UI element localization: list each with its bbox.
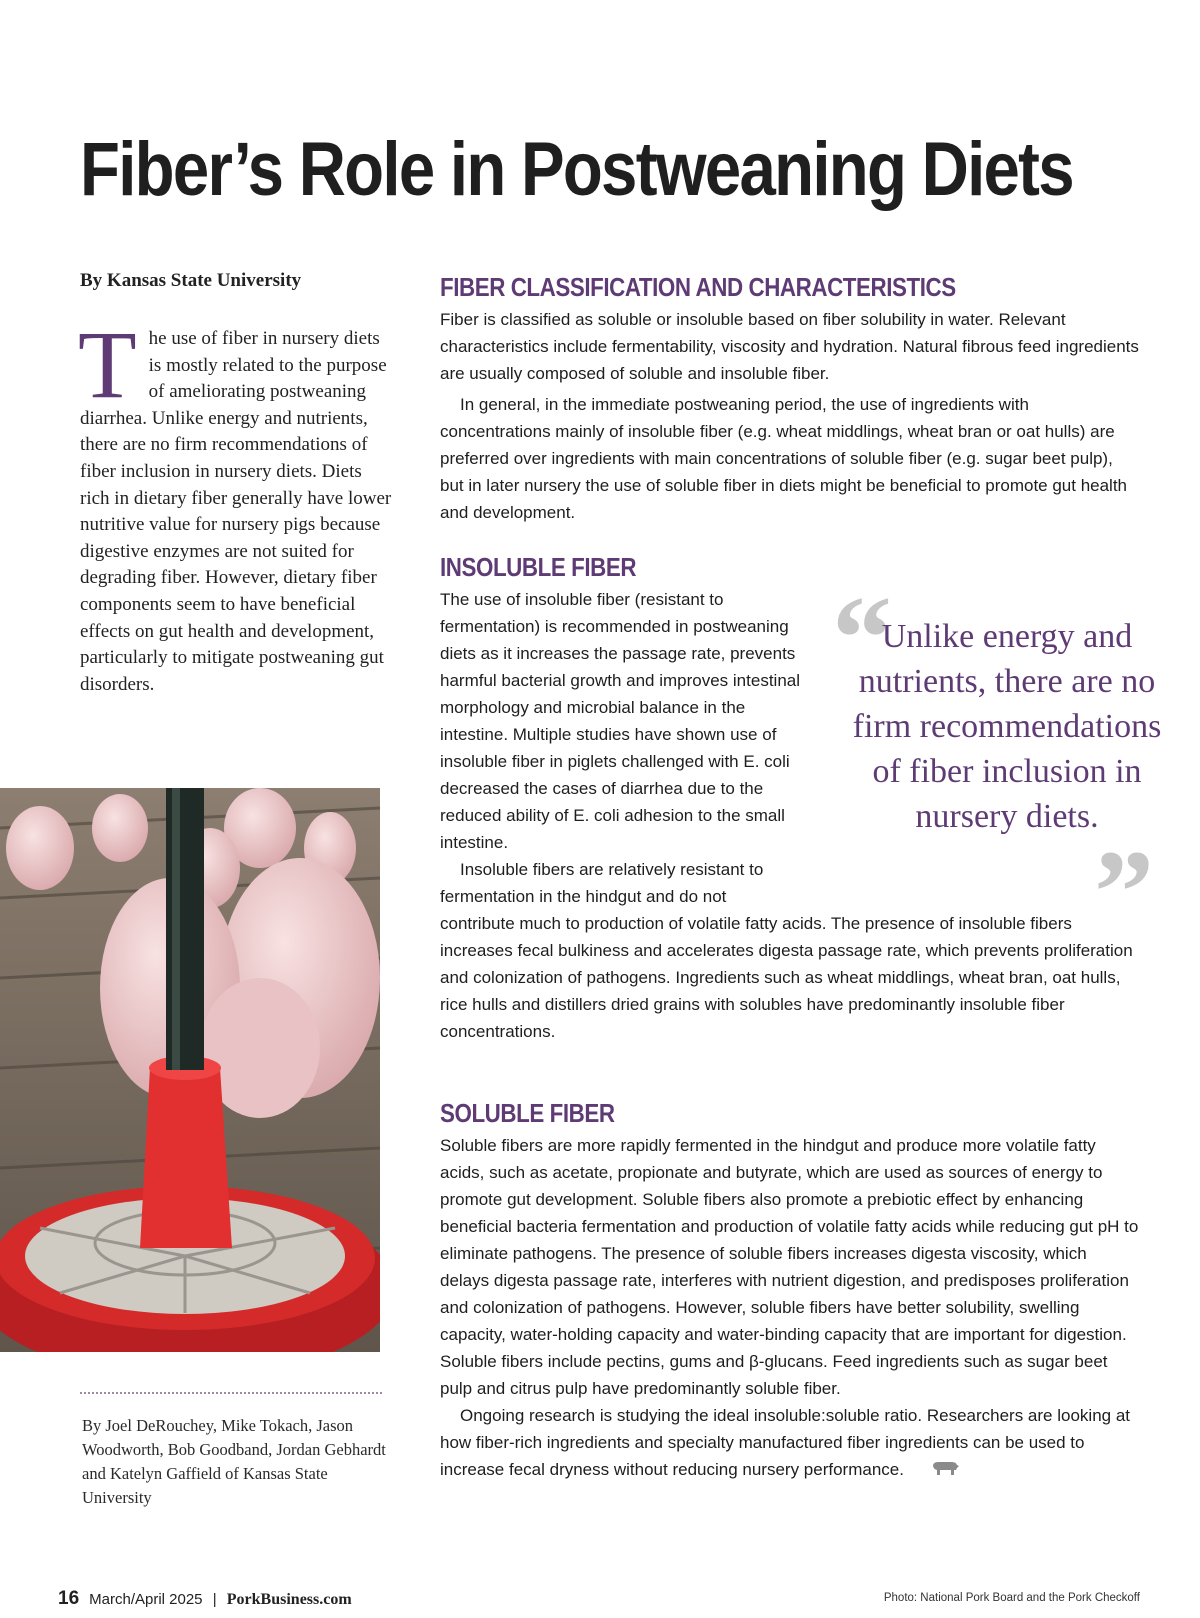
footer-separator: | [212,1591,217,1608]
page-number: 16 [58,1588,80,1609]
paragraph: contribute much to production of volatile fatty acids. The presence of insoluble fibers increases fecal bulkiness and accelerates digesta passage rate, which prevents proliferation and colonization of pathogens. Ingredients such as wheat middlings, wheat bran, oat hulls, rice hulls and distillers dried grains with solubles have predominantly insoluble fiber concentrations. [440,914,1133,1041]
paragraph: In general, in the immediate postweaning period, the use of ingredients with concentrations mainly of insoluble fiber (e.g. wheat middlings, wheat bran or oat hulls) are preferred over ingredients with main concentrations of soluble fiber (e.g. sugar beet pulp), but in later nursery the use of soluble fiber in diets might be beneficial to promote gut health and development. [440,395,1128,522]
pig-icon [910,1457,960,1484]
intro-text: he use of fiber in nursery diets is mostly related to the purpose of ameliorating postweaning diarrhea. Unlike energy and nutrients, there are no firm recommendations of fiber inclusion in nursery diets. Diets rich in dietary fiber generally have lower nutritive value for nursery pigs because digestive enzymes are not suited for degrading fiber. However, dietary fiber components seem to have beneficial effects on gut health and development, particularly to mitigate postweaning gut disorders. [80,328,392,695]
paragraph: Soluble fibers are more rapidly fermented in the hindgut and produce more volatile fatty acids, such as acetate, propionate and butyrate, which are used as sources of energy to promote gut development. Soluble fibers also promote a prebiotic effect by enhancing beneficial bacteria fermentation and production of volatile fatty acids while reducing gut pH to eliminate pathogens. The presence of soluble fibers increases digesta viscosity, which delays digesta passage rate, interferes with nutrient digestion, and predisposes proliferation and colonization of pathogens. However, soluble fibers have better solubility, swelling capacity, water-holding capacity and water-binding capacity that are important for digestion. Soluble fibers include pectins, gums and β-glucans. Feed ingredients such as sugar beet pulp and citrus pulp have predominantly soluble fiber. [440,1136,1139,1398]
piglets-feeder-photo [0,788,380,1352]
photo-credit: Photo: National Pork Board and the Pork Checkoff [883,1592,1140,1604]
open-quote-mark: “ [832,571,892,704]
pull-quote-text: Unlike energy and nutrients, there are no firm recommendations of fiber inclusion in nursery diets. [852,618,1162,835]
paragraph: Insoluble fibers are relatively resistant to fermentation in the hindgut and do not [440,860,764,906]
article-title: Fiber’s Role in Postweaning Diets [80,127,1073,212]
author-divider [80,1392,382,1394]
author-credits: By Joel DeRouchey, Mike Tokach, Jason Woodworth, Bob Goodband, Jordan Gebhardt and Katelyn Gaffield of Kansas State University [82,1416,386,1507]
site-name: PorkBusiness.com [226,1591,352,1608]
section-heading: FIBER CLASSIFICATION AND CHARACTERISTICS [440,272,956,302]
section-fiber-classification [440,272,1140,526]
paragraph-text: Ongoing research is studying the ideal insoluble:soluble ratio. Researchers are looking at how fiber-rich ingredients and specialty manufactured fiber ingredients can be used to increase fecal dryness without reducing nursery performance. [440,1406,1130,1479]
intro-paragraph [78,311,392,698]
section-heading: SOLUBLE FIBER [440,1098,615,1128]
section-soluble-fiber [440,1098,1140,1484]
pull-quote [832,571,1182,958]
byline: By Kansas State University [80,270,302,291]
paragraph: The use of insoluble fiber (resistant to fermentation) is recommended in postweaning diets as it increases the passage rate, prevents harmful bacterial growth and improves intestinal morphology and microbial balance in the intestine. Multiple studies have shown use of insoluble fiber in piglets challenged with E. coli decreased the cases of diarrhea due to the reduced ability of E. coli adhesion to the small intestine. [440,590,801,852]
issue-date: March/April 2025 [89,1591,203,1608]
close-quote-mark: ” [1094,825,1154,958]
section-heading: INSOLUBLE FIBER [440,552,637,582]
paragraph: Fiber is classified as soluble or insoluble based on fiber solubility in water. Relevant characteristics include fermentability, viscosity and hydration. Natural fibrous feed ingredients are usually composed of soluble and insoluble fiber. [440,310,1139,383]
paragraph [440,1402,1140,1484]
footer-folio [58,1588,352,1610]
drop-cap: T [78,311,137,418]
